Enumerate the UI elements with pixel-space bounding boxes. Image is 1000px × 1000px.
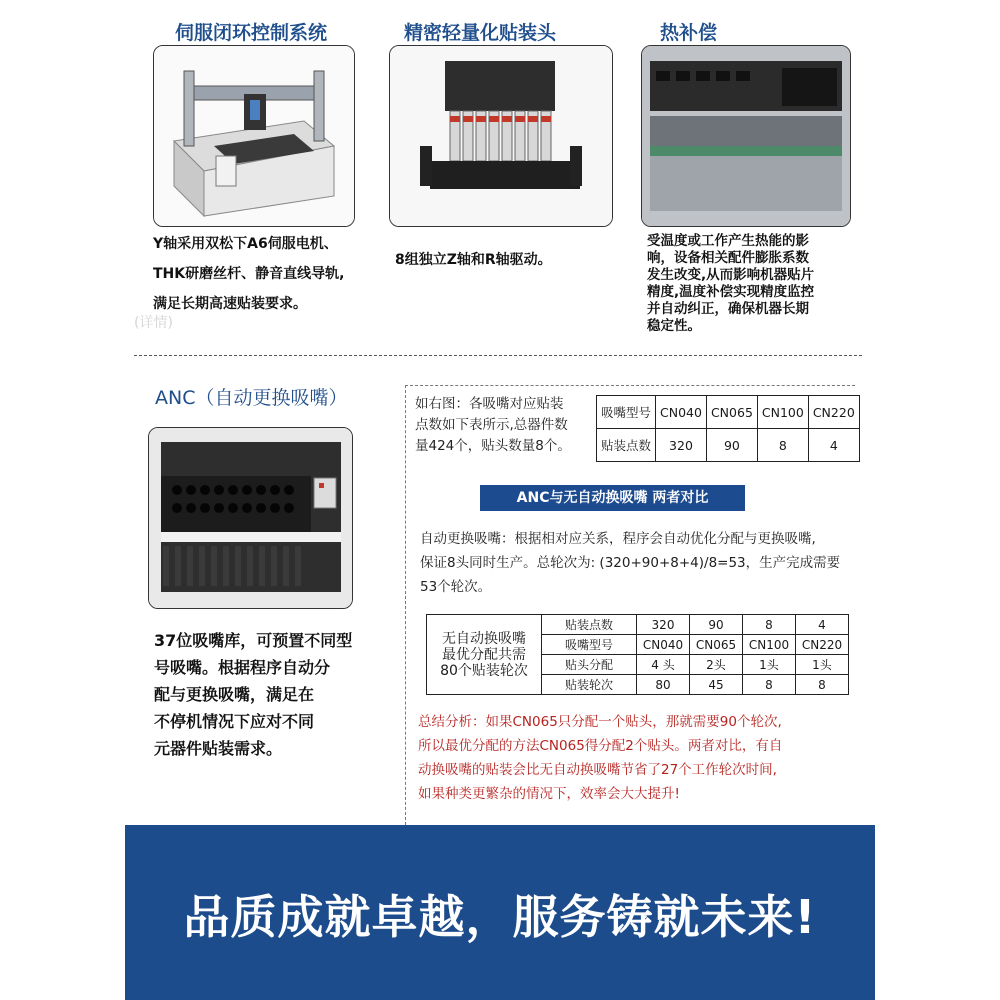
table-cell: 320	[637, 615, 690, 635]
table-cell: 贴装轮次	[542, 675, 637, 695]
anc-description	[154, 627, 352, 762]
table-cell: 8	[757, 429, 808, 462]
placement-head-photo	[389, 45, 613, 227]
desc-line: 发生改变,从而影响机器贴片	[647, 267, 815, 283]
conclusion-text	[418, 710, 782, 806]
table-cell: 2头	[690, 655, 743, 675]
label-line: 80个贴装轮次	[440, 662, 528, 679]
body-line: 53个轮次。	[420, 579, 492, 595]
desc-line: 受温度或工作产生热能的影	[647, 233, 809, 249]
feature-title-thermal: 热补偿	[660, 22, 718, 44]
desc-line: 满足长期高速贴装要求。	[153, 296, 307, 312]
body-line: 保证8头同时生产。总轮次为: (320+90+8+4)/8=53，生产完成需要	[420, 555, 841, 571]
intro-line: 如右图：各吸嘴对应贴装	[415, 396, 564, 412]
table-cell: 1头	[743, 655, 796, 675]
table-cell: 吸嘴型号	[542, 635, 637, 655]
label-line: 最优分配共需	[442, 646, 526, 663]
desc-line: 并自动纠正，确保机器长期	[647, 301, 809, 317]
conclusion-line: 如果种类更繁杂的情况下，效率会大大提升!	[418, 786, 680, 802]
body-line: 自动更换吸嘴：根据相对应关系，程序会自动优化分配与更换吸嘴,	[420, 531, 816, 547]
table-cell: 90	[690, 615, 743, 635]
auto-change-description	[420, 527, 840, 599]
nozzle-library-photo	[148, 427, 353, 609]
feature-title-servo: 伺服闭环控制系统	[175, 22, 328, 44]
table-cell: 80	[637, 675, 690, 695]
intro-line: 量424个，贴头数量8个。	[415, 438, 571, 454]
summary-frame-left	[405, 385, 406, 825]
feature-desc-thermal	[647, 233, 814, 335]
conclusion-line: 所以最优分配的方法CN065得分配2个贴头。两者对比，有自	[418, 738, 783, 754]
no-auto-change-table	[426, 614, 849, 695]
summary-frame-top	[405, 385, 855, 386]
table-cell: 90	[706, 429, 757, 462]
table-cell: 8	[743, 615, 796, 635]
table-cell: CN100	[743, 635, 796, 655]
slogan-text: 品质成就卓越，服务铸就未来!	[183, 890, 817, 944]
label-line: 无自动换吸嘴	[442, 630, 526, 647]
table-cell: CN220	[796, 635, 849, 655]
thermal-compensation-photo	[641, 45, 851, 227]
table-cell: 4	[808, 429, 859, 462]
table-cell: 吸嘴型号	[597, 396, 656, 429]
intro-line: 点数如下表所示,总器件数	[415, 417, 568, 433]
anc-title: ANC（自动更换吸嘴）	[155, 387, 348, 409]
desc-line: 响，设备相关配件膨胀系数	[647, 250, 809, 266]
table-cell: CN065	[690, 635, 743, 655]
table-cell: CN220	[808, 396, 859, 429]
summary-intro	[415, 394, 571, 457]
feature-desc-servo	[153, 232, 344, 317]
table-row	[597, 396, 860, 429]
table-row	[427, 615, 849, 635]
table-cell: 贴装点数	[597, 429, 656, 462]
desc-line: 8组独立Z轴和R轴驱动。	[395, 252, 552, 268]
faded-watermark-text: (详情)	[134, 315, 173, 331]
feature-title-placement-head: 精密轻量化贴装头	[404, 22, 557, 44]
desc-line: Y轴采用双松下A6伺服电机、	[153, 236, 338, 252]
table-cell: 1头	[796, 655, 849, 675]
table-cell: CN100	[757, 396, 808, 429]
table-cell: 8	[796, 675, 849, 695]
desc-line: 精度,温度补偿实现精度监控	[647, 284, 815, 300]
desc-line: 配与更换吸嘴，满足在	[154, 685, 315, 704]
desc-line: 37位吸嘴库，可预置不同型	[154, 631, 353, 650]
section-divider	[134, 355, 862, 356]
table-cell: 贴装点数	[542, 615, 637, 635]
table-cell: 320	[656, 429, 707, 462]
compare-ribbon: ANC与无自动换吸嘴 两者对比	[480, 485, 745, 511]
desc-line: 元器件贴装需求。	[154, 739, 283, 758]
slogan-banner	[125, 825, 875, 1000]
no-auto-label-cell	[427, 615, 542, 695]
table-cell: CN040	[656, 396, 707, 429]
table-cell: CN065	[706, 396, 757, 429]
table-cell: 贴头分配	[542, 655, 637, 675]
table-cell: 4 头	[637, 655, 690, 675]
table-cell: CN040	[637, 635, 690, 655]
table-cell: 4	[796, 615, 849, 635]
nozzle-points-table	[596, 395, 860, 462]
desc-line: 号吸嘴。根据程序自动分	[154, 658, 331, 677]
desc-line: 稳定性。	[647, 318, 701, 334]
desc-line: 不停机情况下应对不同	[154, 712, 315, 731]
pick-and-place-machine-photo	[153, 45, 355, 227]
conclusion-line: 动换吸嘴的贴装会比无自动换吸嘴节省了27个工作轮次时间,	[418, 762, 777, 778]
feature-desc-placement-head	[395, 248, 552, 273]
table-row	[597, 429, 860, 462]
table-cell: 45	[690, 675, 743, 695]
table-cell: 8	[743, 675, 796, 695]
conclusion-line: 总结分析：如果CN065只分配一个贴头，那就需要90个轮次,	[418, 714, 782, 730]
desc-line: THK研磨丝杆、静音直线导轨,	[153, 266, 345, 282]
